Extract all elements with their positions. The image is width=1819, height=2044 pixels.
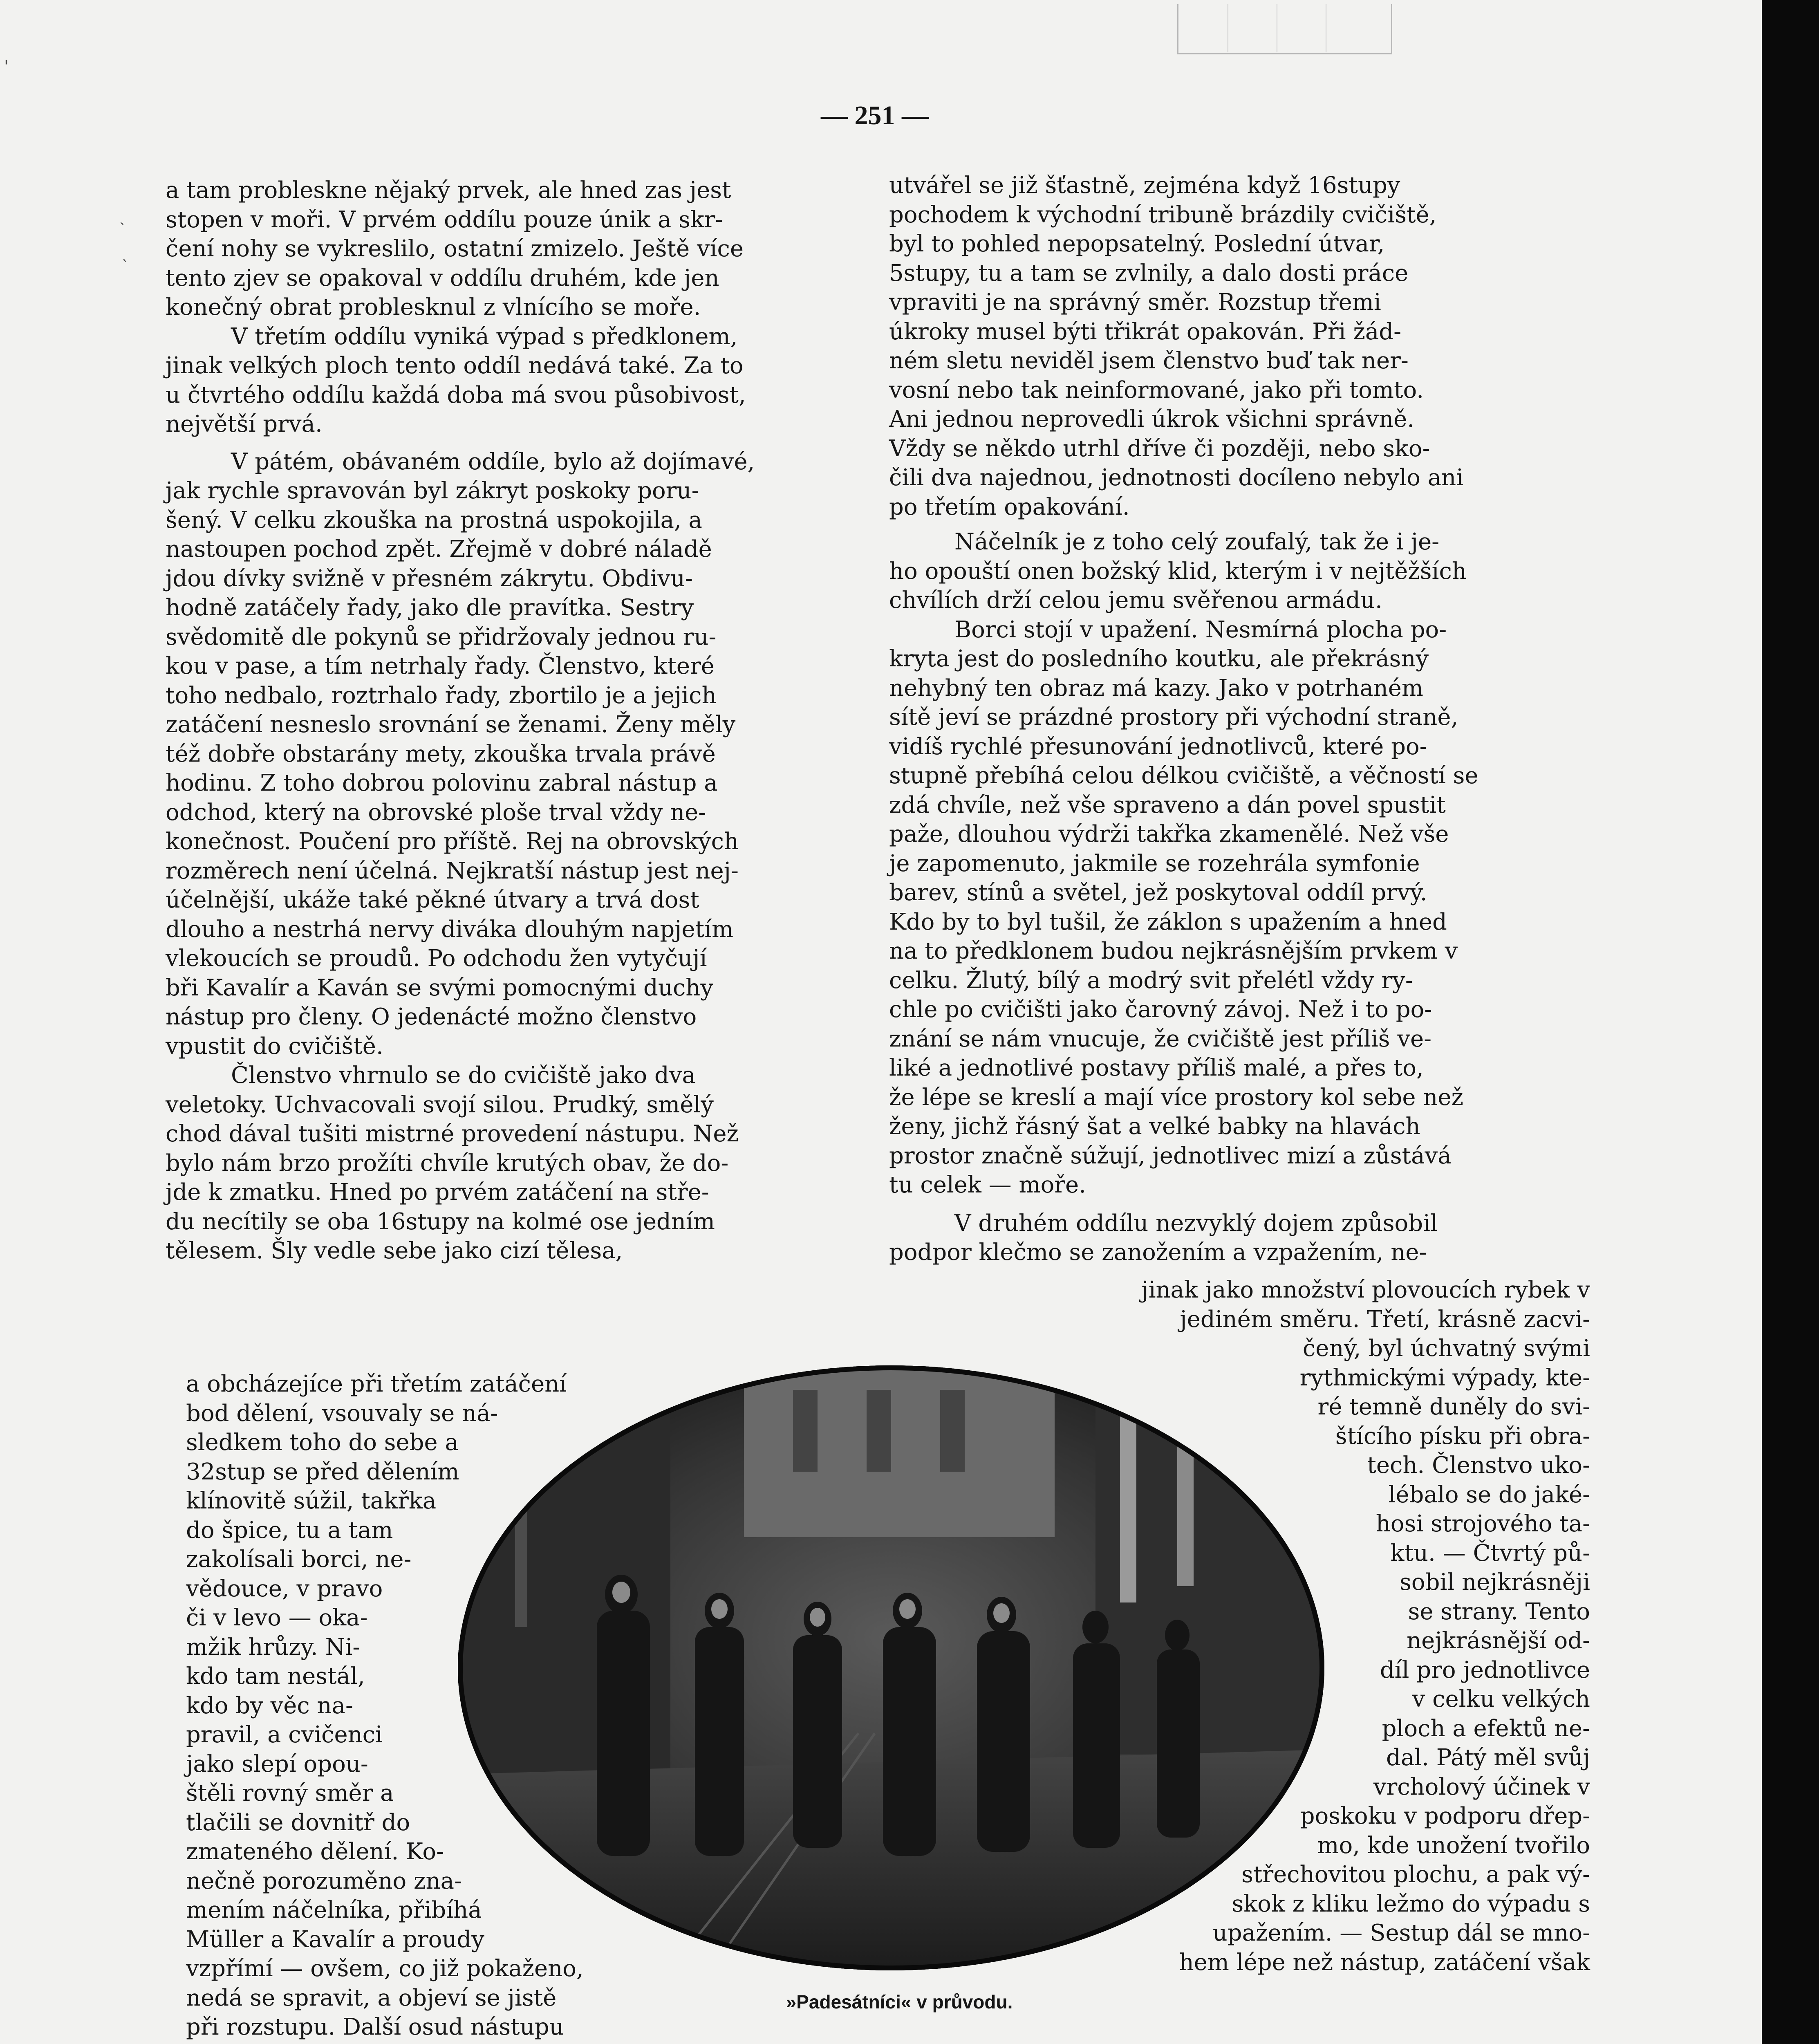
text-line: zatáčení nesneslo srovnání se ženami. Ženy měly [166, 711, 736, 738]
text-line: či v levo — oka- [186, 1605, 368, 1631]
text-line: konečný obrat problesknul z vlnícího se moře. [166, 294, 701, 320]
text-line: ném sletu neviděl jsem členstvo buď tak ner- [889, 347, 1409, 374]
text-line: tento zjev se opakoval v oddílu druhém, kde jen [166, 264, 719, 291]
text-line: pochodem k východní tribuně brázdily cvičiště, [889, 201, 1437, 228]
text-line: kou v pase, a tím netrhaly řady. Členstvo, které [166, 653, 715, 679]
text-line: jinak jako množství plovoucích rybek v [1141, 1277, 1590, 1303]
text-line: tu celek — moře. [889, 1172, 1086, 1198]
text-line: zdá chvíle, než vše spraveno a dán povel spustit [889, 791, 1446, 818]
text-line: nejkrásnější od- [1407, 1627, 1590, 1654]
text-line: hodinu. Z toho dobrou polovinu zabral nástup a [166, 770, 718, 796]
text-line: chod dával tušiti mistrné provedení nástupu. Než [166, 1121, 739, 1147]
text-line: skok z kliku ležmo do výpadu s [1232, 1890, 1590, 1917]
text-line: největší prvá. [166, 411, 323, 437]
text-line: štěli rovný směr a [186, 1780, 394, 1806]
text-line: 5stupy, tu a tam se zvlnily, a dalo dosti práce [889, 260, 1409, 287]
text-line: rythmickými výpady, kte- [1299, 1364, 1590, 1391]
text-line: stopen v moři. V prvém oddílu pouze únik a skr- [166, 206, 723, 233]
text-line: v celku velkých [1412, 1686, 1590, 1712]
text-line: tech. Členstvo uko- [1367, 1452, 1590, 1479]
text-line: bod dělení, vsouvaly se ná- [186, 1400, 498, 1427]
text-line: vidíš rychlé přesunování jednotlivců, které po- [889, 733, 1427, 760]
text-line: V druhém oddílu nezvyklý dojem způsobil [954, 1210, 1438, 1237]
text-line: bylo nám brzo prožíti chvíle krutých obav, že do- [166, 1150, 729, 1177]
text-line: Borci stojí v upažení. Nesmírná plocha po- [954, 616, 1447, 643]
text-line: svědomitě dle pokynů se přidržovaly jednou ru- [166, 623, 717, 650]
text-line: veletoky. Uchvacovali svojí silou. Prudký, smělý [166, 1091, 714, 1118]
text-line: účelnější, ukáže také pěkné útvary a trvá dost [166, 887, 699, 913]
text-line: štícího písku při obra- [1335, 1423, 1590, 1450]
text-line: díl pro jednotlivce [1380, 1656, 1590, 1683]
text-line: dlouho a nestrhá nervy diváka dlouhým napjetím [166, 916, 734, 943]
margin-mark: ˴ [119, 213, 125, 231]
text-line: zmateného dělení. Ko- [186, 1838, 444, 1865]
text-line: vědouce, v pravo [186, 1575, 383, 1602]
text-line: V třetím oddílu vyniká výpad s předklonem, [231, 323, 738, 350]
text-line: Náčelník je z toho celý zoufalý, tak že i je- [954, 529, 1440, 555]
text-line: hem lépe než nástup, zatáčení však [1179, 1949, 1590, 1976]
text-line: kryta jest do posledního koutku, ale překrásný [889, 645, 1429, 672]
text-line: nečně porozuměno zna- [186, 1867, 462, 1894]
text-line: vosní nebo tak neinformované, jako při tomto. [889, 377, 1424, 403]
text-line: dal. Pátý měl svůj [1386, 1744, 1590, 1771]
text-line: ženy, jichž řásný šat a velké babky na hlavách [889, 1113, 1420, 1140]
text-line: ho opouští onen božský klid, kterým i v nejtěžších [889, 558, 1467, 585]
text-line: upažením. — Sestup dál se mno- [1212, 1920, 1590, 1946]
photo-caption: »Padesátníci« v průvodu. [786, 1991, 1013, 2013]
text-line: úkroky musel býti třikrát opakován. Při žád- [889, 318, 1401, 345]
text-line: prostor značně súžují, jednotlivec mizí a zůstává [889, 1142, 1452, 1169]
text-line: stupně přebíhá celou délkou cvičiště, a věčností se [889, 762, 1478, 789]
text-line: paže, dlouhou výdrži takřka zkamenělé. Než vše [889, 821, 1449, 847]
text-line: jako slepí opou- [186, 1750, 368, 1777]
text-line: na to předklonem budou nejkrásnějším prvkem v [889, 938, 1458, 964]
text-line: sítě jeví se prázdné prostory při východní straně, [889, 704, 1458, 731]
text-line: nedá se spravit, a objeví se jistě [186, 1984, 557, 2011]
text-line: konečnost. Poučení pro příště. Rej na obrovských [166, 828, 739, 855]
text-line: nehybný ten obraz má kazy. Jako v potrhaném [889, 675, 1424, 702]
text-line: pravil, a cvičenci [186, 1721, 383, 1748]
text-line: po třetím opakování. [889, 493, 1130, 520]
text-line: Ani jednou neprovedli úkrok všichni správně. [889, 406, 1415, 433]
text-line: jinak velkých ploch tento oddíl nedává také. Za to [166, 352, 744, 379]
text-line: nastoupen pochod zpět. Zřejmě v dobré náladě [166, 536, 712, 563]
text-line: vrcholový účinek v [1373, 1773, 1590, 1800]
text-line: tlačili se dovnitř do [186, 1809, 410, 1836]
text-line: utvářel se již šťastně, zejména když 16stupy [889, 172, 1400, 199]
text-line: nástup pro členy. O jedenácté možno členstvo [166, 1004, 697, 1030]
text-line: klínovitě súžil, takřka [186, 1488, 437, 1514]
page-number: — 251 — [821, 101, 929, 130]
text-line: kdo by věc na- [186, 1692, 353, 1719]
text-line: u čtvrtého oddílu každá doba má svou působivost, [166, 381, 746, 408]
text-line: jde k zmatku. Hned po prvém zatáčení na stře- [166, 1179, 709, 1206]
text-line: vlekoucích se proudů. Po odchodu žen vytyčují [166, 945, 707, 972]
library-stamp [1177, 4, 1392, 54]
text-line: mením náčelníka, přibíhá [186, 1897, 482, 1923]
text-line: ktu. — Čtvrtý pů- [1390, 1540, 1590, 1567]
text-line: sledkem toho do sebe a [186, 1429, 459, 1456]
left-column [166, 176, 869, 1266]
text-line: 32stup se před dělením [186, 1458, 459, 1485]
text-line: čení nohy se vykreslilo, ostatní zmizelo. Ještě více [166, 235, 744, 262]
text-line: do špice, tu a tam [186, 1517, 393, 1544]
text-line: též dobře obstarány mety, zkouška trvala právě [166, 740, 716, 767]
text-line: mo, kde unožení tvořilo [1317, 1832, 1590, 1859]
text-line: poskoku v podporu dřep- [1300, 1803, 1590, 1829]
text-line: podpor klečmo se zanožením a vzpažením, ne- [889, 1239, 1427, 1266]
text-line: hosi strojového ta- [1375, 1511, 1590, 1537]
text-line: Kdo by to byl tušil, že záklon s upažením a hned [889, 908, 1447, 935]
text-line: lébalo se do jaké- [1388, 1481, 1590, 1508]
procession-photo-image [458, 1365, 1324, 1970]
text-line: chle po cvičišti jako čarovný závoj. Než i to po- [889, 996, 1432, 1023]
right-column [889, 171, 1588, 1267]
procession-photo [458, 1365, 1324, 1970]
text-line: odchod, který na obrovské ploše trval vždy ne- [166, 799, 706, 826]
margin-mark: ' [4, 57, 9, 76]
text-line: mžik hrůzy. Ni- [186, 1634, 361, 1661]
text-line: čený, byl úchvatný svými [1302, 1335, 1590, 1362]
text-line: chvílích drží celou jemu svěřenou armádu. [889, 587, 1382, 614]
margin-mark: ˴ [122, 249, 128, 268]
text-line: tělesem. Šly vedle sebe jako cizí tělesa, [166, 1237, 623, 1264]
text-line: se strany. Tento [1408, 1598, 1590, 1625]
text-line: ré temně duněly do svi- [1317, 1394, 1590, 1420]
scan-border [1762, 0, 1790, 2044]
text-line: celku. Žlutý, bílý a modrý svit přelétl vždy ry- [889, 967, 1413, 994]
text-line: Müller a Kavalír a proudy [186, 1926, 484, 1953]
text-line: hodně zatáčely řady, jako dle pravítka. Sestry [166, 594, 694, 621]
text-line: barev, stínů a světel, jež poskytoval oddíl prvý. [889, 879, 1427, 906]
text-line: kdo tam nestál, [186, 1663, 365, 1690]
text-line: sobil nejkrásněji [1400, 1569, 1590, 1596]
text-line: bři Kavalír a Kaván se svými pomocnými duchy [166, 974, 714, 1001]
text-line: V pátém, obávaném oddíle, bylo až dojímavé, [231, 448, 755, 475]
text-line: vpustit do cvičiště. [166, 1033, 383, 1060]
text-line: jediném směru. Třetí, krásně zacvi- [1180, 1306, 1590, 1333]
text-line: znání se nám vnucuje, že cvičiště jest příliš ve- [889, 1025, 1432, 1052]
text-line: vzpřímí — ovšem, co již pokaženo, [186, 1955, 584, 1982]
text-line: čili dva najednou, jednotnosti docíleno nebylo ani [889, 464, 1464, 491]
text-line: a obcházejíce při třetím zatáčení [186, 1371, 567, 1397]
text-line: ploch a efektů ne- [1382, 1715, 1590, 1742]
text-line: zakolísali borci, ne- [186, 1546, 412, 1573]
text-line: du necítily se oba 16stupy na kolmé ose jedním [166, 1208, 715, 1235]
text-line: toho nedbalo, roztrhalo řady, zbortilo je a jejich [166, 682, 717, 709]
text-line: rozměrech není účelná. Nejkratší nástup jest nej- [166, 857, 739, 884]
text-line: liké a jednotlivé postavy příliš malé, a přes to, [889, 1055, 1424, 1081]
text-line: Vždy se někdo utrhl dříve či později, nebo sko- [889, 435, 1430, 462]
text-line: je zapomenuto, jakmile se rozehrála symfonie [889, 850, 1420, 877]
text-line: jak rychle spravován byl zákryt poskoky poru- [166, 477, 699, 504]
text-line: při rozstupu. Další osud nástupu [186, 2014, 564, 2040]
text-line: byl to pohled nepopsatelný. Poslední útvar, [889, 231, 1385, 257]
text-line: Členstvo vhrnulo se do cvičiště jako dva [231, 1062, 696, 1089]
text-line: že lépe se kreslí a mají více prostory kol sebe než [889, 1084, 1464, 1111]
text-line: jdou dívky svižně v přesném zákrytu. Obdivu- [166, 565, 693, 592]
text-line: vpraviti je na správný směr. Rozstup třemi [889, 289, 1381, 316]
text-line: šený. V celku zkouška na prostná uspokojila, a [166, 507, 702, 533]
text-line: střechovitou plochu, a pak vý- [1241, 1861, 1590, 1888]
text-line: a tam probleskne nějaký prvek, ale hned zas jest [166, 177, 731, 204]
